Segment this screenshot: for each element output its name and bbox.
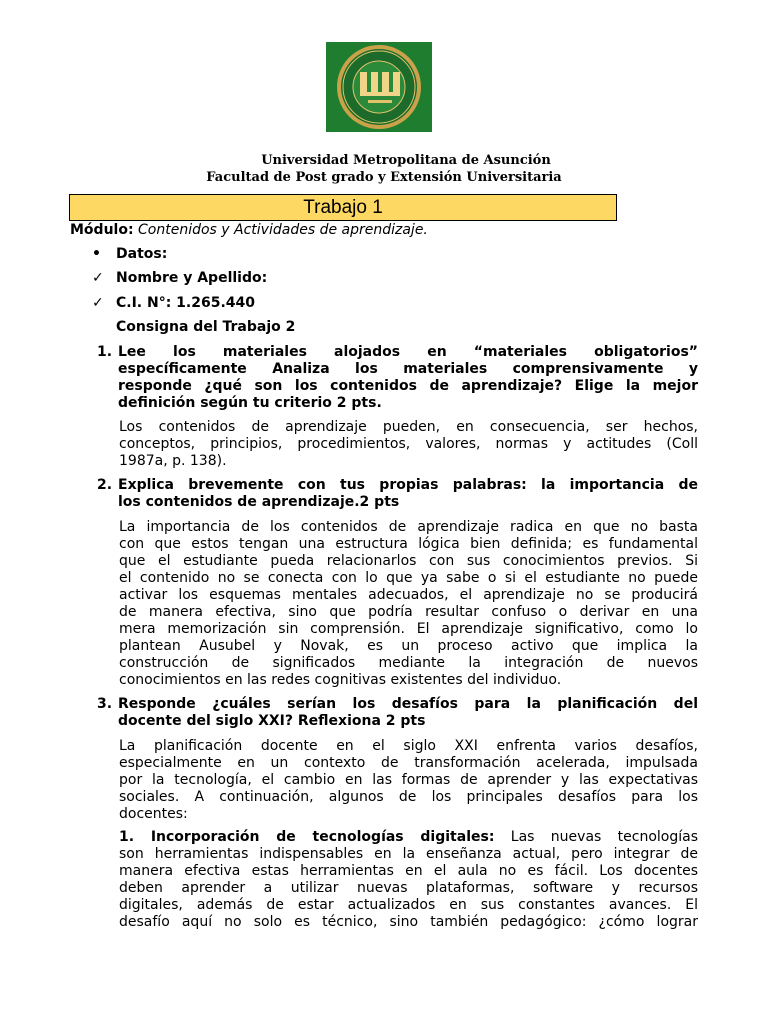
- modulo-line: [70, 222, 428, 239]
- question-1: [97, 344, 698, 412]
- datos-item: [92, 246, 167, 263]
- question-line: responde ¿qué son los contenidos de aprendizaje? Elige la mejor: [118, 378, 698, 394]
- datos-item: [92, 295, 255, 312]
- nombre-label: Nombre y Apellido:: [116, 270, 268, 286]
- question-line: Explica brevemente con tus propias palabras: la importancia de: [118, 477, 698, 493]
- bullet-icon: •: [92, 246, 101, 262]
- answer-line: mera memorización sin comprensión. El aprendizaje significativo, como lo: [119, 621, 698, 637]
- answer-line: docentes:: [119, 806, 188, 822]
- question-2: [97, 477, 698, 511]
- challenge-text: Las nuevas tecnologías: [510, 829, 699, 845]
- answer-1: [119, 419, 698, 470]
- question-line: específicamente Analiza los materiales comprensivamente y: [118, 361, 698, 377]
- question-number: 1.: [97, 344, 113, 360]
- answer-line: digitales, además de estar actualizados en sus constantes avances. El: [119, 897, 698, 913]
- modulo-value: Contenidos y Actividades de aprendizaje.: [138, 222, 428, 238]
- university-seal-icon: [326, 42, 432, 132]
- answer-line: por la tecnología, el cambio en las formas de aprender y las expectativas: [119, 772, 698, 788]
- challenge-title: 1. Incorporación de tecnologías digitales:: [119, 829, 495, 845]
- consigna-heading: Consigna del Trabajo 2: [116, 319, 296, 335]
- checkmark-icon: ✓: [92, 270, 104, 286]
- datos-item: [92, 270, 267, 287]
- answer-line: manera efectiva estas herramientas en el aula no es fácil. Los docentes: [119, 863, 698, 879]
- faculty-name: Facultad de Post grado y Extensión Universitaria: [206, 170, 562, 185]
- document-title: Trabajo 1: [69, 194, 617, 221]
- answer-line: La importancia de los contenidos de aprendizaje radica en que no basta: [119, 519, 698, 535]
- modulo-label: Módulo:: [70, 222, 134, 238]
- question-line: docente del siglo XXI? Reflexiona 2 pts: [118, 713, 426, 729]
- answer-line: conceptos, principios, procedimientos, valores, normas y actitudes (Coll: [119, 436, 698, 452]
- question-line: Lee los materiales alojados en “materiales obligatorios”: [118, 344, 698, 360]
- answer-line: conocimientos en las redes cognitivas existentes del individuo.: [119, 672, 562, 688]
- answer-line: 1987a, p. 138).: [119, 453, 227, 469]
- answer-line: deben aprender a utilizar nuevas plataformas, software y recursos: [119, 880, 698, 896]
- answer-line: construcción de significados mediante la integración de nuevos: [119, 655, 698, 671]
- university-logo: [326, 42, 432, 132]
- answer-line: el contenido no se conecta con lo que ya sabe o si el estudiante no puede: [119, 570, 698, 586]
- question-line: Responde ¿cuáles serían los desafíos para la planificación del: [118, 696, 698, 712]
- answer-3: [119, 738, 698, 823]
- answer-line: activar los esquemas mentales adecuados, el aprendizaje no se producirá: [119, 587, 698, 603]
- answer-line: Los contenidos de aprendizaje pueden, en consecuencia, ser hechos,: [119, 419, 698, 435]
- university-name: Universidad Metropolitana de Asunción: [261, 153, 551, 168]
- question-line: definición según tu criterio 2 pts.: [118, 395, 382, 411]
- answer-line: con que estos tengan una estructura lógica bien definida; es fundamental: [119, 536, 698, 552]
- question-number: 2.: [97, 477, 113, 493]
- answer-2: [119, 519, 698, 689]
- checkmark-icon: ✓: [92, 295, 104, 311]
- datos-label: Datos:: [116, 246, 168, 262]
- question-3: [97, 696, 698, 730]
- answer-line: desafío aquí no solo es técnico, sino también pedagógico: ¿cómo lograr: [119, 914, 698, 930]
- answer-line: sociales. A continuación, algunos de los principales desafíos para los: [119, 789, 698, 805]
- answer-line: especialmente en un contexto de transformación acelerada, impulsada: [119, 755, 698, 771]
- answer-line: La planificación docente en el siglo XXI enfrenta varios desafíos,: [119, 738, 698, 754]
- question-line: los contenidos de aprendizaje.2 pts: [118, 494, 400, 510]
- answer-line: que el estudiante pueda relacionarlos con sus conocimientos previos. Si: [119, 553, 698, 569]
- answer-line: de manera efectiva, sino que podría resultar confuso o derivar en una: [119, 604, 698, 620]
- answer-line: son herramientas indispensables en la enseñanza actual, pero integrar de: [119, 846, 698, 862]
- ci-label: C.I. N°: 1.265.440: [116, 295, 256, 311]
- answer-line: plantean Ausubel y Novak, es un proceso activo que implica la: [119, 638, 698, 654]
- challenge-1: [119, 829, 698, 931]
- question-number: 3.: [97, 696, 113, 712]
- challenge-first-line: [119, 829, 698, 846]
